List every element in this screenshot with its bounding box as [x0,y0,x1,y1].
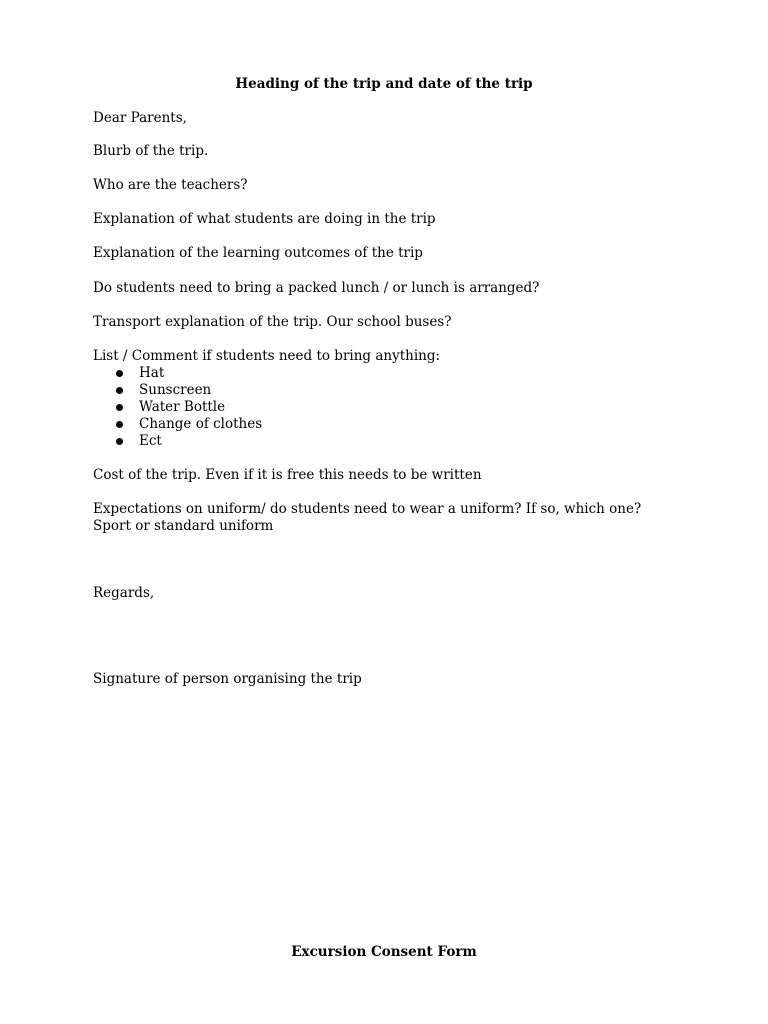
list-item-label: Sunscreen [139,382,212,398]
learning-outcomes-line: Explanation of the learning outcomes of the trip [93,245,423,261]
bullet-icon [116,421,123,428]
transport-line: Transport explanation of the trip. Our school buses? [93,314,452,330]
bullet-icon [116,387,123,394]
uniform-line: Expectations on uniform/ do students need to wear a uniform? If so, which one? Sport or standard uniform [93,501,642,534]
cost-line: Cost of the trip. Even if it is free this needs to be written [93,467,482,483]
list-item [93,416,262,433]
list-item [93,433,262,450]
list-item-label: Water Bottle [139,399,226,415]
list-intro: List / Comment if students need to bring anything: [93,348,441,364]
activities-line: Explanation of what students are doing in the trip [93,211,436,227]
list-item-label: Change of clothes [139,416,263,432]
greeting: Dear Parents, [93,110,187,126]
bullet-icon [116,438,123,445]
regards: Regards, [93,585,155,601]
consent-form-title: Excursion Consent Form [291,944,477,960]
bullet-icon [116,370,123,377]
bullet-icon [116,404,123,411]
signature-line: Signature of person organising the trip [93,671,362,687]
list-item-label: Ect [139,433,162,449]
lunch-line: Do students need to bring a packed lunch / or lunch is arranged? [93,280,540,296]
list-item [93,382,262,399]
list-item-label: Hat [139,365,165,381]
list-item [93,399,262,416]
document-heading: Heading of the trip and date of the trip [235,76,533,92]
teachers-line: Who are the teachers? [93,177,248,193]
list-item [93,365,262,382]
items-list [93,365,262,450]
trip-blurb: Blurb of the trip. [93,143,209,159]
